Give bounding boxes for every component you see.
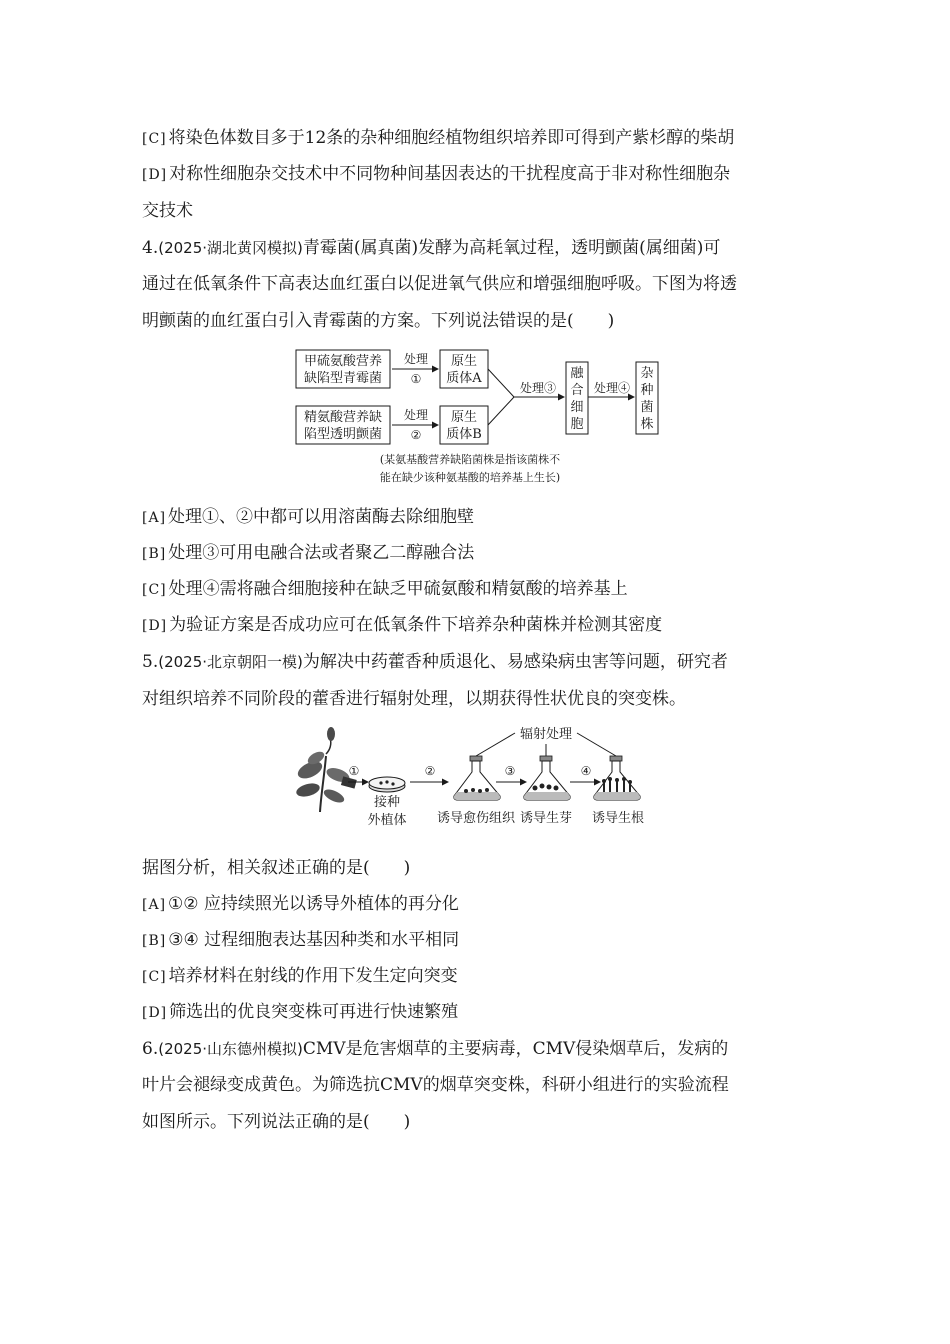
flask-callus-icon — [454, 756, 500, 800]
option-text: ①② 应持续照光以诱导外植体的再分化 — [168, 894, 459, 914]
option-text: ③④ 过程细胞表达基因种类和水平相同 — [168, 930, 460, 950]
proto-a-text1: 原生 — [450, 354, 478, 369]
hybrid-char: 种 — [640, 383, 654, 398]
proc4-label: 处理④ — [593, 381, 631, 395]
step1-label: ① — [348, 764, 360, 778]
option-tag: [A] — [142, 510, 167, 526]
option-tag: [C] — [142, 969, 167, 985]
q4-option-a — [142, 505, 814, 530]
option-text: 培养材料在射线的作用下发生定向突变 — [168, 966, 458, 986]
converge-line-a — [488, 369, 514, 397]
q4-flow-diagram — [290, 344, 670, 490]
q5-stem-line1 — [142, 650, 814, 674]
flask-root-icon — [594, 756, 640, 800]
option-tag: [B] — [142, 933, 167, 949]
hybrid-char: 株 — [640, 417, 654, 432]
question-number: 4. — [142, 238, 159, 258]
q5-stem-line2: 对组织培养不同阶段的藿香进行辐射处理，以期获得性状优良的突变株。 — [142, 689, 686, 709]
radiation-label: 辐射处理 — [519, 727, 573, 742]
root-label: 诱导生根 — [591, 811, 645, 826]
q4-option-c — [142, 577, 814, 602]
radiation-line-callus — [476, 733, 515, 756]
question-source: (2025·山东德州模拟) — [158, 1040, 303, 1058]
prev-option-c — [142, 126, 814, 151]
q6-stem-line2: 叶片会褪绿变成黄色。为筛选抗CMV的烟草突变株，科研小组进行的实验流程 — [142, 1075, 729, 1095]
option-text: 筛选出的优良突变株可再进行快速繁殖 — [169, 1002, 459, 1022]
stem-text: 为解决中药藿香种质退化、易感染病虫害等问题，研究者 — [302, 652, 728, 672]
option-tag: [C] — [142, 131, 167, 147]
option-tag: [D] — [142, 167, 168, 183]
fused-char: 融 — [570, 366, 584, 381]
option-tag: [D] — [142, 1005, 168, 1021]
question-number: 5. — [142, 652, 159, 672]
hybrid-char: 杂 — [640, 366, 654, 381]
proto-b-text2: 质体B — [446, 427, 482, 442]
question-number: 6. — [142, 1039, 159, 1059]
fused-char: 细 — [570, 400, 584, 415]
option-text: 为验证方案是否成功应可在低氧条件下培养杂种菌株并检测其密度 — [169, 615, 663, 635]
fused-char: 合 — [570, 383, 584, 398]
q4-option-b — [142, 541, 814, 566]
petri-dish-icon — [369, 777, 405, 792]
plant-illustration — [295, 727, 357, 812]
option-tag: [C] — [142, 582, 167, 598]
prev-option-d — [142, 162, 814, 187]
step2-label: ② — [424, 764, 436, 778]
explant-label1: 接种 — [373, 795, 401, 810]
fused-char: 胞 — [570, 417, 584, 432]
q5-tissue-culture-diagram — [290, 720, 665, 832]
option-text: 对称性细胞杂交技术中不同物种间基因表达的干扰程度高于非对称性细胞杂 — [169, 164, 731, 184]
proc1-number: ① — [410, 372, 422, 386]
q5-option-b — [142, 928, 814, 953]
box-b-text2: 陷型透明颤菌 — [303, 427, 383, 442]
proto-b-text1: 原生 — [450, 410, 478, 425]
converge-line-b — [488, 397, 514, 425]
q4-stem-line2: 通过在低氧条件下高表达血红蛋白以促进氧气供应和增强细胞呼吸。下图为将透 — [142, 274, 737, 294]
q4-stem-line3: 明颤菌的血红蛋白引入青霉菌的方案。下列说法错误的是( ) — [142, 311, 615, 331]
option-text: 将染色体数目多于12条的杂种细胞经植物组织培养即可得到产紫杉醇的柴胡 — [168, 128, 735, 148]
question-source: (2025·湖北黄冈模拟) — [158, 239, 303, 257]
explant-label2: 外植体 — [367, 813, 407, 828]
q5-option-d — [142, 1000, 814, 1025]
box-a-text1: 甲硫氨酸营养 — [303, 354, 383, 369]
q5-stem-line3: 据图分析，相关叙述正确的是( ) — [142, 858, 411, 878]
diagram-note-line1: (某氨基酸营养缺陷菌株是指该菌株不 — [379, 453, 561, 466]
q6-stem-line1 — [142, 1037, 814, 1061]
radiation-line-root — [577, 733, 616, 756]
q4-option-d — [142, 613, 814, 638]
callus-label: 诱导愈伤组织 — [436, 811, 516, 826]
proc2-number: ② — [410, 428, 422, 442]
flask-shoot-icon — [524, 756, 570, 800]
prev-option-d-cont: 交技术 — [142, 201, 193, 221]
q6-stem-line3: 如图所示。下列说法正确的是( ) — [142, 1112, 411, 1132]
proc3-label: 处理③ — [519, 381, 557, 395]
hybrid-char: 菌 — [640, 400, 654, 415]
option-text: 处理①、②中都可以用溶菌酶去除细胞壁 — [168, 507, 475, 527]
option-tag: [B] — [142, 546, 167, 562]
question-source: (2025·北京朝阳一模) — [158, 653, 303, 671]
option-text: 处理④需将融合细胞接种在缺乏甲硫氨酸和精氨酸的培养基上 — [168, 579, 628, 599]
proto-a-text2: 质体A — [446, 371, 482, 386]
stem-text: CMV是危害烟草的主要病毒，CMV侵染烟草后，发病的 — [302, 1039, 729, 1059]
q5-option-c — [142, 964, 814, 989]
proc2-label: 处理 — [403, 408, 429, 422]
stem-text: 青霉菌(属真菌)发酵为高耗氧过程，透明颤菌(属细菌)可 — [302, 238, 721, 258]
q4-stem-line1 — [142, 236, 814, 260]
shoot-label: 诱导生芽 — [519, 811, 573, 826]
step4-label: ④ — [580, 764, 592, 778]
option-text: 处理③可用电融合法或者聚乙二醇融合法 — [168, 543, 475, 563]
q5-option-a — [142, 892, 814, 917]
proc1-label: 处理 — [403, 352, 429, 366]
option-tag: [A] — [142, 897, 167, 913]
box-a-text2: 缺陷型青霉菌 — [303, 371, 383, 386]
option-tag: [D] — [142, 618, 168, 634]
box-b-text1: 精氨酸营养缺 — [303, 410, 383, 425]
diagram-note-line2: 能在缺少该种氨基酸的培养基上生长) — [379, 471, 561, 484]
step3-label: ③ — [504, 764, 516, 778]
